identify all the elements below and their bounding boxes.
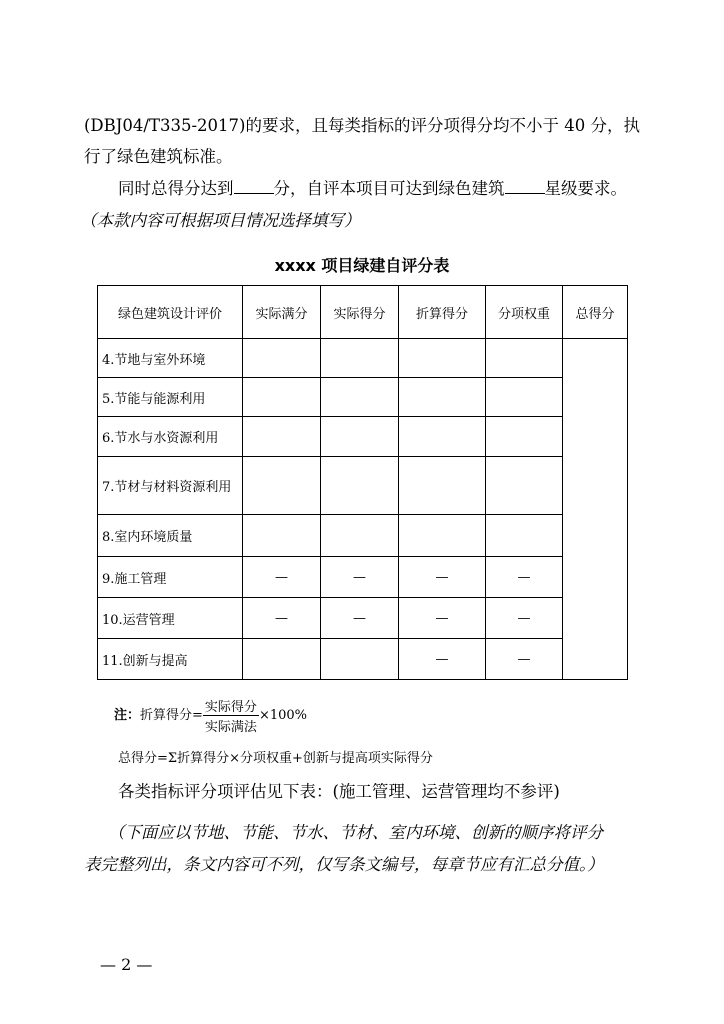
table-cell (486, 417, 563, 457)
row-label: 11.创新与提高 (98, 639, 243, 680)
table-cell (486, 515, 563, 557)
after-line-1: 各类指标评分项评估见下表：(施工管理、运营管理均不参评) (118, 782, 560, 801)
formula-fraction (203, 696, 259, 735)
paragraph-line-2: 行了绿色建筑标准。 (84, 147, 233, 166)
table-cell: — (243, 598, 321, 639)
row-label: 6.节水与水资源利用 (98, 417, 243, 457)
table-cell (243, 457, 321, 515)
paragraph-line-3-b: 分，自评本项目可达到绿色建筑 (273, 179, 505, 198)
paragraph-line-3-c: 星级要求。 (544, 179, 627, 198)
table-row (98, 598, 628, 639)
table-cell: — (321, 598, 399, 639)
table-cell (321, 457, 399, 515)
blank-star-level (505, 177, 545, 194)
table-cell: — (243, 557, 321, 598)
blank-total-score (234, 177, 274, 194)
row-label: 10.运营管理 (98, 598, 243, 639)
table-cell (243, 378, 321, 417)
paragraph-line-1: (DBJ04/T335-2017)的要求，且每类指标的评分项得分均不小于 40 分，执 (84, 116, 640, 135)
table-cell: — (486, 557, 563, 598)
table-cell (243, 639, 321, 680)
table-cell (243, 515, 321, 557)
header-total-score: 总得分 (563, 286, 628, 339)
paragraph-line-4: （本款内容可根据项目情况选择填写） (80, 211, 361, 230)
table-cell (399, 378, 486, 417)
table-cell (486, 339, 563, 378)
table-cell: — (399, 557, 486, 598)
formula-note (114, 696, 307, 735)
table-cell: — (486, 598, 563, 639)
paragraph-line-3-a: 同时总得分达到 (118, 179, 234, 198)
table-cell (321, 639, 399, 680)
header-item-weight: 分项权重 (486, 286, 563, 339)
table-title: xxxx 项目绿建自评分表 (274, 256, 450, 275)
header-design-evaluation: 绿色建筑设计评价 (98, 286, 243, 339)
table-cell (399, 457, 486, 515)
table-cell (486, 457, 563, 515)
after-line-2: （下面应以节地、节能、节水、节材、室内环境、创新的顺序将评分 (108, 823, 603, 842)
header-converted-score: 折算得分 (399, 286, 486, 339)
row-label: 5.节能与能源利用 (98, 378, 243, 417)
table-cell: — (399, 598, 486, 639)
header-actual-full-score: 实际满分 (243, 286, 321, 339)
row-label: 4.节地与室外环境 (98, 339, 243, 378)
page-number: — 2 — (100, 955, 153, 974)
table-row (98, 557, 628, 598)
formula-denominator: 实际满法 (204, 720, 257, 735)
row-label: 8.室内环境质量 (98, 515, 243, 557)
table-row (98, 457, 628, 515)
header-actual-score: 实际得分 (321, 286, 399, 339)
table-row (98, 515, 628, 557)
table-row (98, 339, 628, 378)
table-cell: — (399, 639, 486, 680)
after-line-3: 表完整列出，条文内容可不列，仅写条文编号，每章节应有汇总分值。） (84, 855, 604, 874)
note-label: 注： (114, 708, 141, 723)
row-label: 7.节材与材料资源利用 (98, 457, 243, 515)
table-cell (243, 339, 321, 378)
table-cell (243, 417, 321, 457)
formula-numerator: 实际得分 (203, 696, 259, 716)
table-cell: — (486, 639, 563, 680)
table-cell (321, 417, 399, 457)
total-score-formula: 总得分=Σ折算得分×分项权重+创新与提高项实际得分 (118, 751, 433, 766)
table-cell (321, 339, 399, 378)
table-cell (321, 378, 399, 417)
table-cell (486, 378, 563, 417)
formula-right: ×100% (258, 708, 307, 723)
table-cell (399, 515, 486, 557)
table-row (98, 417, 628, 457)
table-cell (321, 515, 399, 557)
total-score-cell (563, 339, 628, 680)
table-row (98, 378, 628, 417)
table-cell: — (321, 557, 399, 598)
formula-left: 折算得分= (140, 708, 203, 723)
table-row (98, 639, 628, 680)
self-evaluation-table (97, 285, 628, 680)
table-cell (399, 417, 486, 457)
table-cell (399, 339, 486, 378)
table-header-row (98, 286, 628, 339)
paragraph-line-3 (118, 174, 678, 203)
row-label: 9.施工管理 (98, 557, 243, 598)
